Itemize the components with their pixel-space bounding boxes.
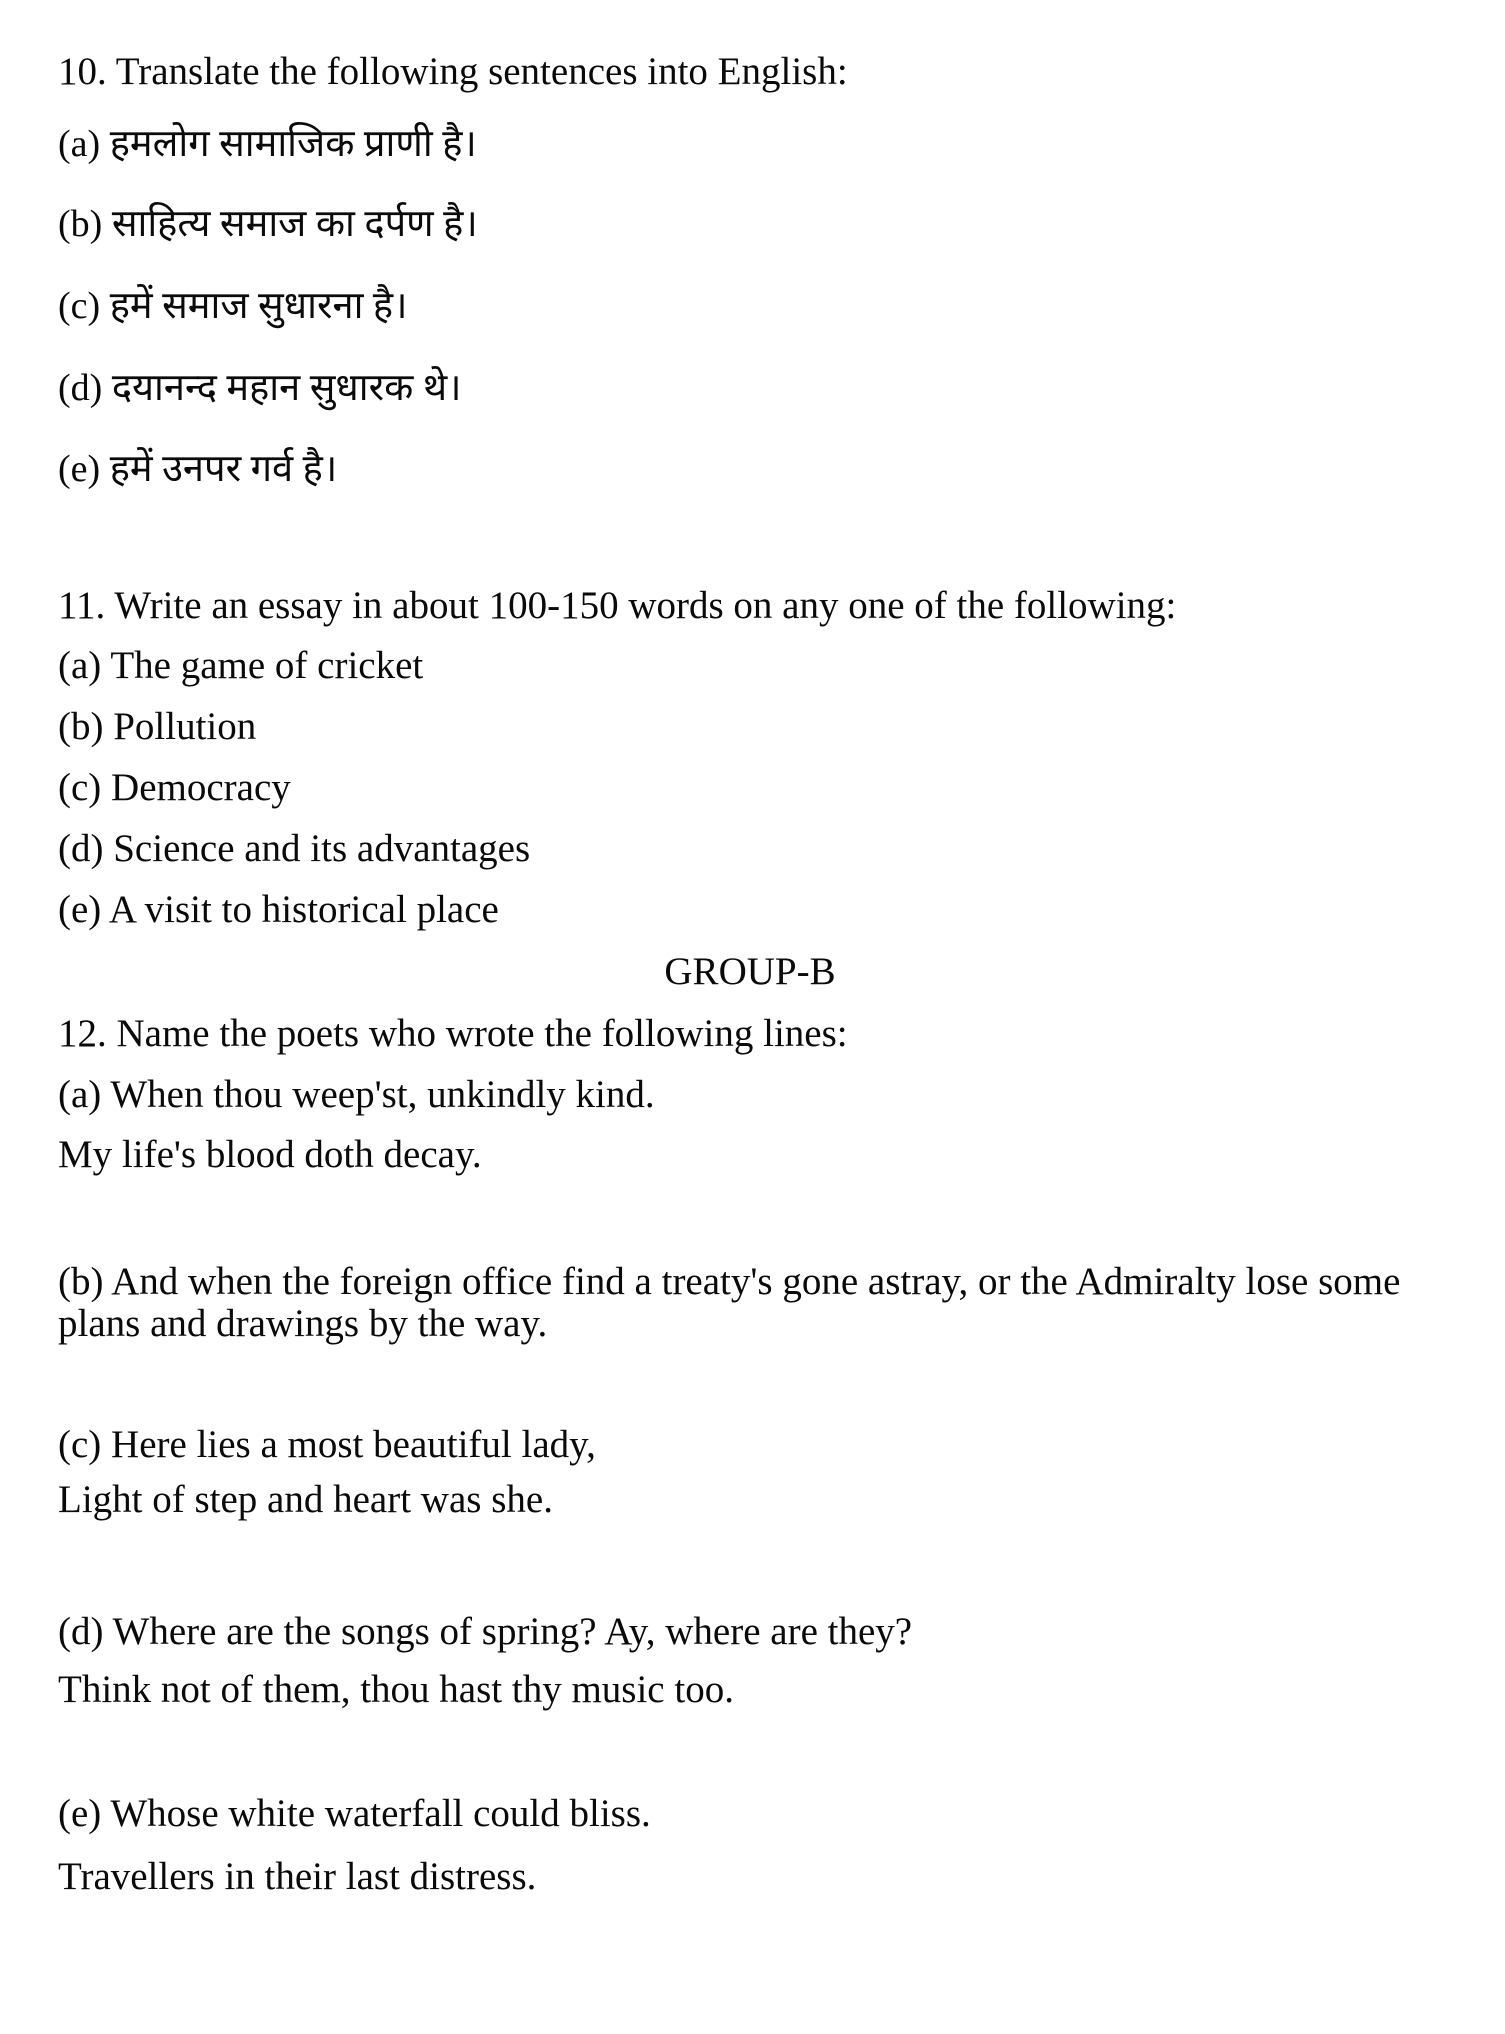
- item-label: (d): [58, 827, 104, 870]
- q11-item-b: [58, 707, 256, 746]
- poem-line: Travellers in their last distress.: [58, 1855, 537, 1898]
- item-label: (b): [58, 705, 104, 748]
- q11-item-d: [58, 829, 530, 868]
- question-10-prompt: 10. Translate the following sentences into English:: [58, 50, 848, 93]
- q10-item-d: [58, 369, 462, 408]
- q10-item-a: [58, 125, 477, 164]
- q10-item-b: [58, 205, 478, 244]
- poem-line: Think not of them, thou hast thy music too.: [58, 1668, 734, 1711]
- item-label: (e): [58, 448, 101, 490]
- question-12-prompt: 12. Name the poets who wrote the following lines:: [58, 1012, 848, 1055]
- essay-topic: Science and its advantages: [113, 827, 531, 870]
- item-label: (e): [58, 1792, 102, 1835]
- poem-text: Here lies a most beautiful lady,: [111, 1423, 596, 1466]
- poem-line: [58, 1425, 596, 1464]
- item-label: (a): [58, 123, 101, 165]
- essay-topic: Democracy: [111, 766, 291, 809]
- essay-topic: The game of cricket: [110, 644, 424, 687]
- item-label: (c): [58, 285, 101, 327]
- hindi-sentence: दयानन्द महान सुधारक थे।: [111, 367, 462, 409]
- item-label: (b): [58, 203, 103, 245]
- poem-line: My life's blood doth decay.: [58, 1133, 482, 1176]
- poem-line: [58, 1794, 651, 1833]
- poem-line: Light of step and heart was she.: [58, 1478, 553, 1521]
- q10-item-e: [58, 450, 337, 489]
- poem-text: When thou weep'st, unkindly kind.: [110, 1073, 655, 1116]
- poem-text: Where are the songs of spring? Ay, where are they?: [112, 1610, 913, 1653]
- item-label: (d): [58, 367, 103, 409]
- q11-item-e: [58, 890, 499, 929]
- item-label: (c): [58, 766, 102, 809]
- poem-text: Whose white waterfall could bliss.: [110, 1792, 651, 1835]
- item-label: (a): [58, 644, 102, 687]
- item-label: (a): [58, 1073, 102, 1116]
- item-label: (e): [58, 888, 102, 931]
- question-11-prompt: 11. Write an essay in about 100-150 words on any one of the following:: [58, 584, 1177, 627]
- poem-line: [58, 1262, 1400, 1301]
- poem-line: plans and drawings by the way.: [58, 1302, 548, 1345]
- hindi-sentence: हमें उनपर गर्व है।: [109, 448, 338, 490]
- poem-line: [58, 1075, 655, 1114]
- group-b-heading: GROUP-B: [664, 950, 836, 993]
- item-label: (c): [58, 1423, 102, 1466]
- poem-line: [58, 1612, 912, 1651]
- poem-text: And when the foreign office find a treaty's gone astray, or the Admiralty lose some: [111, 1260, 1401, 1303]
- q11-item-c: [58, 768, 291, 807]
- item-label: (b): [58, 1260, 104, 1303]
- hindi-sentence: हमलोग सामाजिक प्राणी है।: [109, 123, 477, 165]
- q10-item-c: [58, 287, 408, 326]
- hindi-sentence: हमें समाज सुधारना है।: [109, 285, 408, 327]
- hindi-sentence: साहित्य समाज का दर्पण है।: [111, 203, 478, 245]
- essay-topic: A visit to historical place: [108, 888, 499, 931]
- item-label: (d): [58, 1610, 104, 1653]
- q11-item-a: [58, 646, 423, 685]
- essay-topic: Pollution: [113, 705, 257, 748]
